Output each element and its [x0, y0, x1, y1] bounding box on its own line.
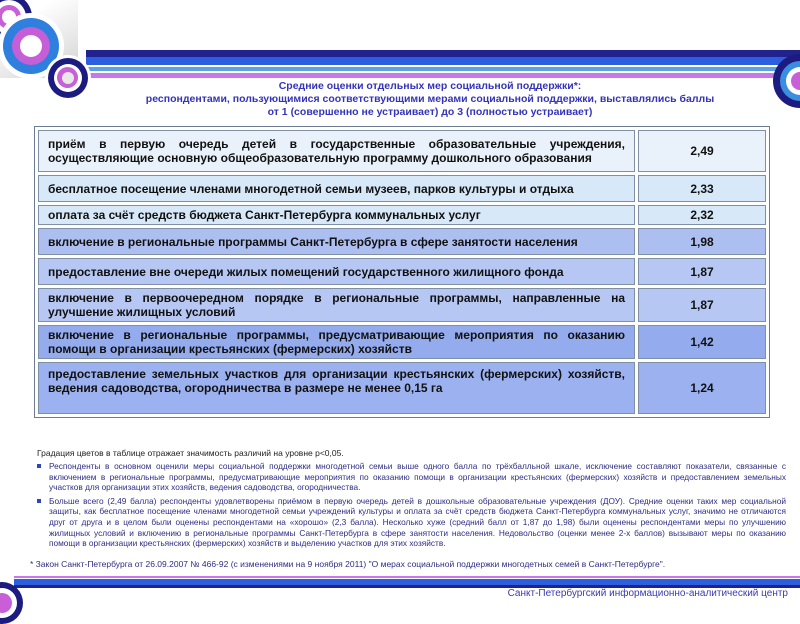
measure-label: включение в региональные программы Санкт-Петербурга в сфере занятости населения: [38, 228, 635, 255]
measure-label: приём в первую очередь детей в государственные образовательные учреждения, осуществляющие основную общеобразовательную программу дошкольного образования: [38, 130, 635, 172]
color-gradation-note: Градация цветов в таблице отражает значимость различий на уровне p<0,05.: [37, 448, 344, 458]
analysis-bullets: [36, 461, 786, 552]
measure-label: включение в первоочередном порядке в региональные программы, направленные на улучшение жилищных условий: [38, 288, 635, 322]
table-row: [38, 228, 766, 255]
measure-score: 1,98: [638, 228, 766, 255]
scores-table-body: [38, 130, 766, 414]
law-reference-note: * Закон Санкт-Петербурга от 26.09.2007 № 466-92 (с изменениями на 9 ноября 2011) "О мерах социальной поддержки многодетных семей в Санкт-Петербурге".: [30, 559, 666, 569]
measure-score: 2,49: [638, 130, 766, 172]
table-row: [38, 288, 766, 322]
slide-title: [70, 80, 790, 119]
measure-score: 1,87: [638, 288, 766, 322]
table-row: [38, 362, 766, 414]
measure-label: включение в региональные программы, предусматривающие мероприятия по оказанию помощи в организации крестьянских (фермерских) хозяйств: [38, 325, 635, 359]
table-row: [38, 325, 766, 359]
footer-organization: Санкт-Петербургский информационно-аналитический центр: [507, 588, 788, 599]
measure-label: оплата за счёт средств бюджета Санкт-Петербурга коммунальных услуг: [38, 205, 635, 225]
measure-label: предоставление земельных участков для организации крестьянских (фермерских) хозяйств, ведения садоводства, огородничества в размере не менее 0,15 га: [38, 362, 635, 414]
table-row: [38, 258, 766, 285]
measure-label: предоставление вне очереди жилых помещений государственного жилищного фонда: [38, 258, 635, 285]
measure-score: 1,42: [638, 325, 766, 359]
top-stripe-sky: [86, 67, 800, 71]
table-row: [38, 175, 766, 202]
table-row: [38, 205, 766, 225]
measure-label: бесплатное посещение членами многодетной семьи музеев, парков культуры и отдыха: [38, 175, 635, 202]
title-line-2: респондентами, пользующимися соответствующими мерами социальной поддержки, выставлялись баллы: [145, 93, 715, 105]
top-stripe-blue: [86, 57, 800, 65]
measure-score: 1,87: [638, 258, 766, 285]
top-stripe-navy: [86, 50, 800, 57]
bottom-stripe-magenta: [14, 576, 800, 578]
bullet-item: Респонденты в основном оценили меры социальной поддержки многодетной семьи выше одного балла по трёхбалльной шкале, исключение составляют показатели, связанные с включением в региональные программы, предусматривающие мероприятия по оказанию помощи в организации крестьянских (фермерских) хозяйств и предоставлением земельных участков для организации этих хозяйств, ведения садоводства, огородничества.: [36, 461, 786, 493]
bullet-item: Больше всего (2,49 балла) респонденты удовлетворены приёмом в первую очередь детей в дошкольные образовательные учреждения (ДОУ). Средние оценки таких мер социальной защиты, как бесплатное посещение членами многодетной семьи учреждений культуры и оплата за счёт средств бюджета Санкт-Петербурга коммунальных услуг, значимо не отличаются друг от друга и в целом были оценены респондентами на «хорошо» (2,3 балла). Несколько хуже (средний балл от 1,87 до 1,98) были оценены респондентами меры по улучшению жилищных условий и включению в региональные программы Санкт-Петербурга в сфере занятости населения. Недовольство (оценки менее 2-х баллов) вызывают меры по оказанию помощи в организации крестьянских (фермерских) хозяйств и выделению участков для этих хозяйств.: [36, 496, 786, 549]
measure-score: 2,33: [638, 175, 766, 202]
scores-table: [34, 126, 770, 418]
title-line-3: от 1 (совершенно не устраивает) до 3 (полностью устраивает): [267, 106, 593, 118]
top-stripe-magenta: [86, 73, 800, 78]
table-row: [38, 130, 766, 172]
measure-score: 1,24: [638, 362, 766, 414]
title-line-1: Средние оценки отдельных мер социальной поддержки*:: [278, 80, 582, 92]
measure-score: 2,32: [638, 205, 766, 225]
